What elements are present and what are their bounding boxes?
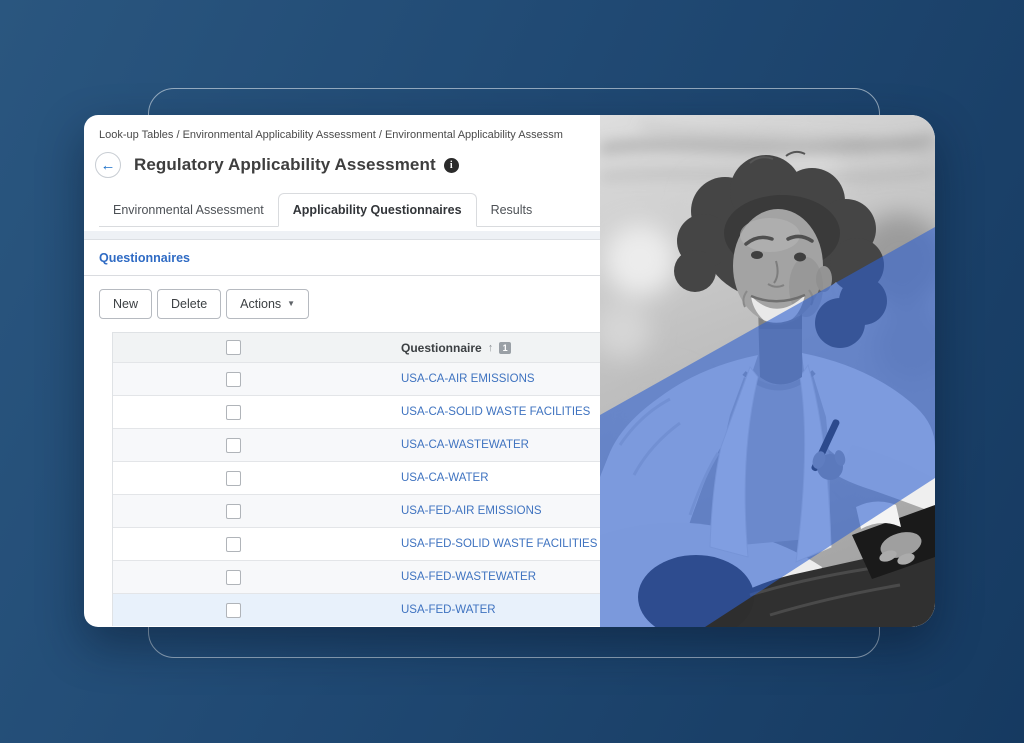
row-checkbox-cell [113, 438, 353, 453]
title-row [95, 151, 601, 179]
breadcrumb[interactable]: Look-up Tables / Environmental Applicability Assessment / Environmental Applicability Assessm [99, 129, 563, 141]
delete-button[interactable]: Delete [157, 289, 221, 319]
questionnaire-link[interactable]: USA-CA-AIR EMISSIONS [401, 373, 535, 385]
row-questionnaire-cell [353, 472, 489, 484]
row-checkbox-cell [113, 372, 353, 387]
row-checkbox-cell [113, 504, 353, 519]
row-checkbox[interactable] [226, 603, 241, 618]
hero-photo [600, 115, 935, 627]
actions-dropdown-button[interactable]: Actions ▼ [226, 289, 309, 319]
row-checkbox-cell [113, 537, 353, 552]
panel-title: Questionnaires [99, 251, 190, 265]
row-checkbox[interactable] [226, 438, 241, 453]
app-window-card [84, 115, 935, 627]
row-checkbox-cell [113, 570, 353, 585]
chevron-down-icon: ▼ [287, 299, 296, 308]
page-title: Regulatory Applicability Assessment [134, 155, 436, 174]
header-questionnaire-cell[interactable] [353, 341, 511, 355]
column-header-label: Questionnaire [401, 340, 482, 355]
row-questionnaire-cell [353, 604, 496, 616]
questionnaire-link[interactable]: USA-FED-WASTEWATER [401, 571, 537, 583]
questionnaire-link[interactable]: USA-FED-SOLID WASTE FACILITIES [401, 538, 598, 550]
sort-ascending-icon[interactable]: ↑ [487, 341, 494, 354]
row-questionnaire-cell [353, 406, 590, 418]
row-checkbox[interactable] [226, 537, 241, 552]
toolbar [84, 276, 601, 332]
row-checkbox-cell [113, 603, 353, 618]
new-button[interactable]: New [99, 289, 152, 319]
questionnaire-link[interactable]: USA-FED-WATER [401, 604, 496, 616]
questionnaire-link[interactable]: USA-CA-WATER [401, 472, 489, 484]
row-checkbox[interactable] [226, 504, 241, 519]
questionnaire-link[interactable]: USA-FED-AIR EMISSIONS [401, 505, 542, 517]
row-checkbox-cell [113, 405, 353, 420]
row-questionnaire-cell [353, 538, 597, 550]
questionnaire-link[interactable]: USA-CA-SOLID WASTE FACILITIES [401, 406, 591, 418]
row-questionnaire-cell [353, 439, 529, 451]
row-checkbox[interactable] [226, 372, 241, 387]
row-checkbox[interactable] [226, 471, 241, 486]
row-checkbox[interactable] [226, 405, 241, 420]
info-icon[interactable]: i [444, 158, 459, 173]
tab-results[interactable]: Results [490, 203, 533, 217]
row-checkbox-cell [113, 471, 353, 486]
tab-environmental-assessment[interactable]: Environmental Assessment [113, 203, 264, 217]
tab-applicability-questionnaires[interactable]: Applicability Questionnaires [278, 193, 477, 227]
sort-order-badge: 1 [499, 342, 511, 354]
row-questionnaire-cell [353, 373, 535, 385]
app-screenshot-region [84, 115, 601, 627]
select-all-checkbox[interactable] [226, 340, 241, 355]
row-questionnaire-cell [353, 505, 542, 517]
back-button[interactable] [95, 152, 121, 178]
header-checkbox-cell [113, 340, 353, 355]
row-checkbox[interactable] [226, 570, 241, 585]
row-questionnaire-cell [353, 571, 536, 583]
questionnaire-link[interactable]: USA-CA-WASTEWATER [401, 439, 529, 451]
back-arrow-icon: ← [100, 156, 116, 174]
